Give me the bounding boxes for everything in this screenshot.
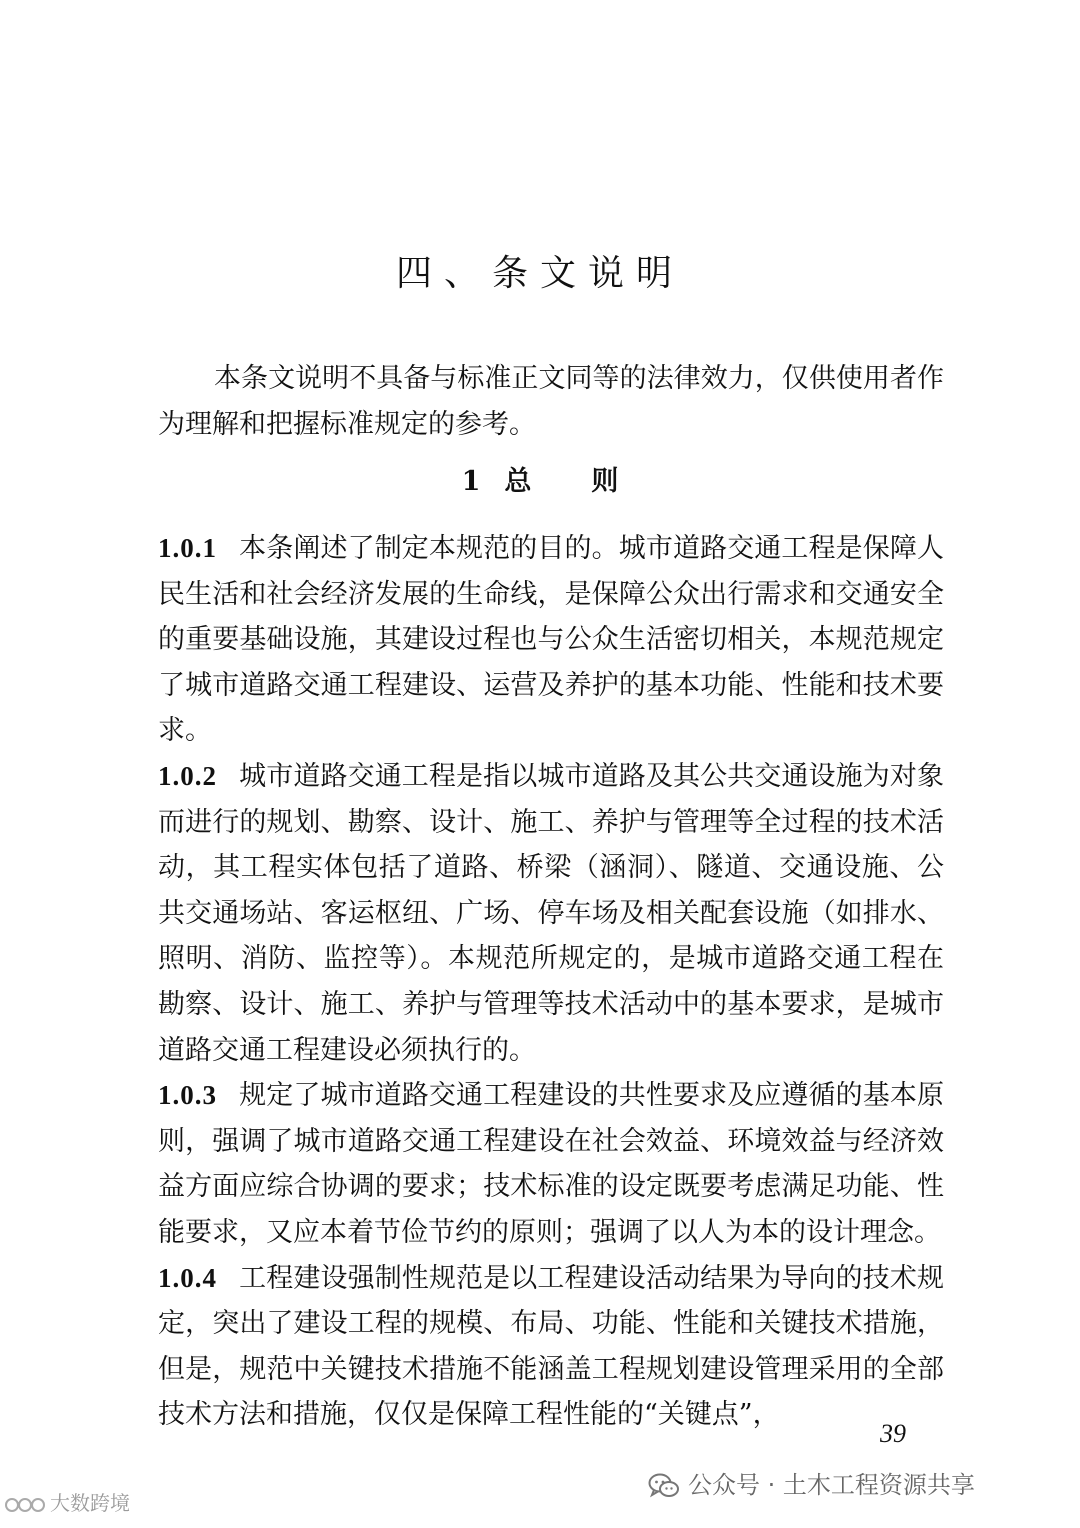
clause-number: 1.0.4: [158, 1262, 217, 1293]
section-heading: [0, 462, 1080, 502]
clause-item: [158, 526, 944, 754]
footer-brand[interactable]: [648, 1468, 975, 1502]
watermark: [4, 1488, 130, 1518]
clause-item: [158, 754, 944, 1073]
page-title: 四、条文说明: [395, 253, 684, 294]
section-title-part1: 总: [504, 466, 532, 497]
section-title-part2: 则: [591, 466, 619, 497]
clause-text: 规定了城市道路交通工程建设的共性要求及应遵循的基本原则，强调了城市道路交通工程建设在社会效益、环境效益与经济效益方面应综合协调的要求；技术标准的设定既要考虑满足功能、性能要求，又应本着节俭节约的原则；强调了以人为本的设计理念。: [158, 1080, 944, 1248]
clause-number: 1.0.1: [158, 533, 217, 563]
clause-text: 城市道路交通工程是指以城市道路及其公共交通设施为对象而进行的规划、勘察、设计、施工、养护与管理等全过程的技术活动，其工程实体包括了道路、桥梁（涵洞）、隧道、交通设施、公共交通场站、客运枢纽、广场、停车场及相关配套设施（如排水、照明、消防、监控等）。本规范所规定的，是城市道路交通工程在勘察、设计、施工、养护与管理等技术活动中的基本要求，是城市道路交通工程建设必须执行的。: [158, 760, 944, 1066]
clause-text: 本条阐述了制定本规范的目的。城市道路交通工程是保障人民生活和社会经济发展的生命线，是保障公众出行需求和交通安全的重要基础设施，其建设过程也与公众生活密切相关，本规范规定了城市道路交通工程建设、运营及养护的基本功能、性能和技术要求。: [158, 533, 944, 747]
clause-number: 1.0.3: [158, 1080, 217, 1111]
wechat-icon: [648, 1472, 680, 1500]
clause-item: [158, 1256, 944, 1438]
preface-paragraph: 本条文说明不具备与标准正文同等的法律效力，仅供使用者作为理解和把握标准规定的参考。: [158, 363, 944, 440]
clause-text: 工程建设强制性规范是以工程建设活动结果为导向的技术规定，突出了建设工程的规模、布局、功能、性能和关键技术措施，但是，规范中关键技术措施不能涵盖工程规划建设管理采用的全部技术方法和措施，仅仅是保障工程性能的“关键点”，: [158, 1262, 944, 1431]
section-number: 1: [461, 466, 481, 497]
clause-item: [158, 1073, 944, 1255]
clause-list: [158, 526, 944, 1438]
watermark-logo-icon: [4, 1494, 48, 1516]
footer-brand-text: 公众号 · 土木工程资源共享: [688, 1471, 975, 1499]
clause-number: 1.0.2: [158, 760, 217, 791]
watermark-text: 大数跨境: [50, 1491, 130, 1515]
page-number: 39: [880, 1419, 906, 1448]
